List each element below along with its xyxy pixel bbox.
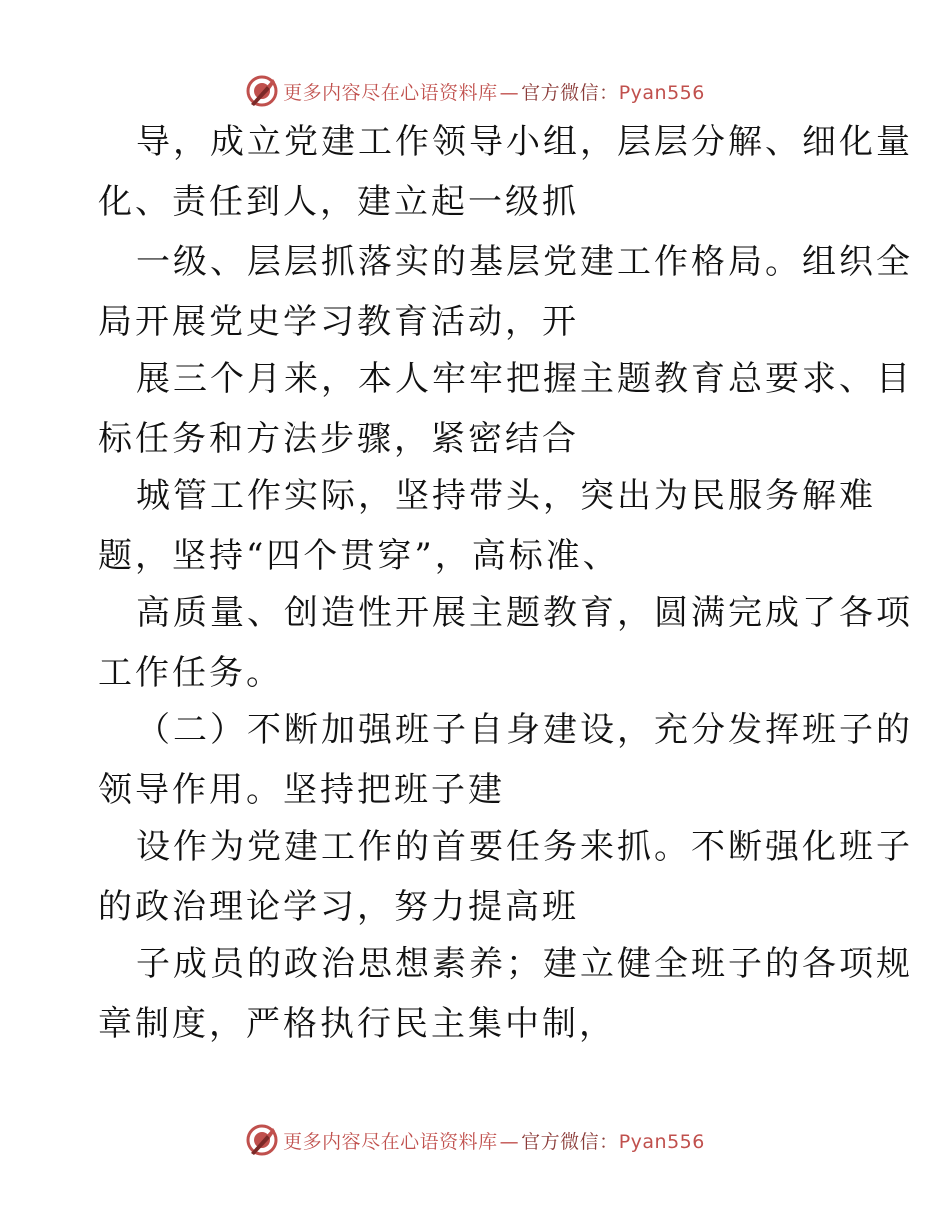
body-line: 展三个月来，本人牢牢把握主题教育总要求、目 xyxy=(136,359,913,399)
body-line: 工作任务。 xyxy=(98,653,283,693)
watermark-separator: — xyxy=(499,1130,520,1153)
footer-watermark xyxy=(0,1123,950,1157)
watermark-account: Pyan556 xyxy=(618,1130,705,1153)
body-line: 高质量、创造性开展主题教育，圆满完成了各项 xyxy=(136,593,913,633)
body-line: 题，坚持“四个贯穿”，高标准、 xyxy=(98,536,620,576)
body-line: 的政治理论学习，努力提高班 xyxy=(98,887,579,927)
body-line: 子成员的政治思想素养；建立健全班子的各项规 xyxy=(136,944,913,984)
watermark-site: 更多内容尽在心语资料库 xyxy=(283,81,498,104)
body-line: 一级、层层抓落实的基层党建工作格局。组织全 xyxy=(136,242,913,282)
body-line: 城管工作实际，坚持带头，突出为民服务解难 xyxy=(136,476,876,516)
body-line: 导，成立党建工作领导小组，层层分解、细化量 xyxy=(136,122,913,162)
watermark-text xyxy=(283,1127,705,1154)
pen-logo-icon xyxy=(245,74,279,108)
body-line: 标任务和方法步骤，紧密结合 xyxy=(98,419,579,459)
body-line: 局开展党史学习教育活动，开 xyxy=(98,302,579,342)
body-line: 设作为党建工作的首要任务来抓。不断强化班子 xyxy=(136,827,913,867)
watermark-text xyxy=(283,78,705,105)
pen-logo-icon xyxy=(245,1123,279,1157)
watermark-account: Pyan556 xyxy=(618,81,705,104)
header-watermark xyxy=(0,74,950,108)
body-line: （二）不断加强班子自身建设，充分发挥班子的 xyxy=(136,710,913,750)
body-line: 章制度，严格执行民主集中制， xyxy=(98,1004,616,1044)
body-line: 领导作用。坚持把班子建 xyxy=(98,770,505,810)
body-line: 化、责任到人，建立起一级抓 xyxy=(98,182,579,222)
watermark-site: 更多内容尽在心语资料库 xyxy=(283,1130,498,1153)
watermark-separator: — xyxy=(499,81,520,104)
watermark-label: 官方微信： xyxy=(521,81,619,104)
watermark-label: 官方微信： xyxy=(521,1130,619,1153)
